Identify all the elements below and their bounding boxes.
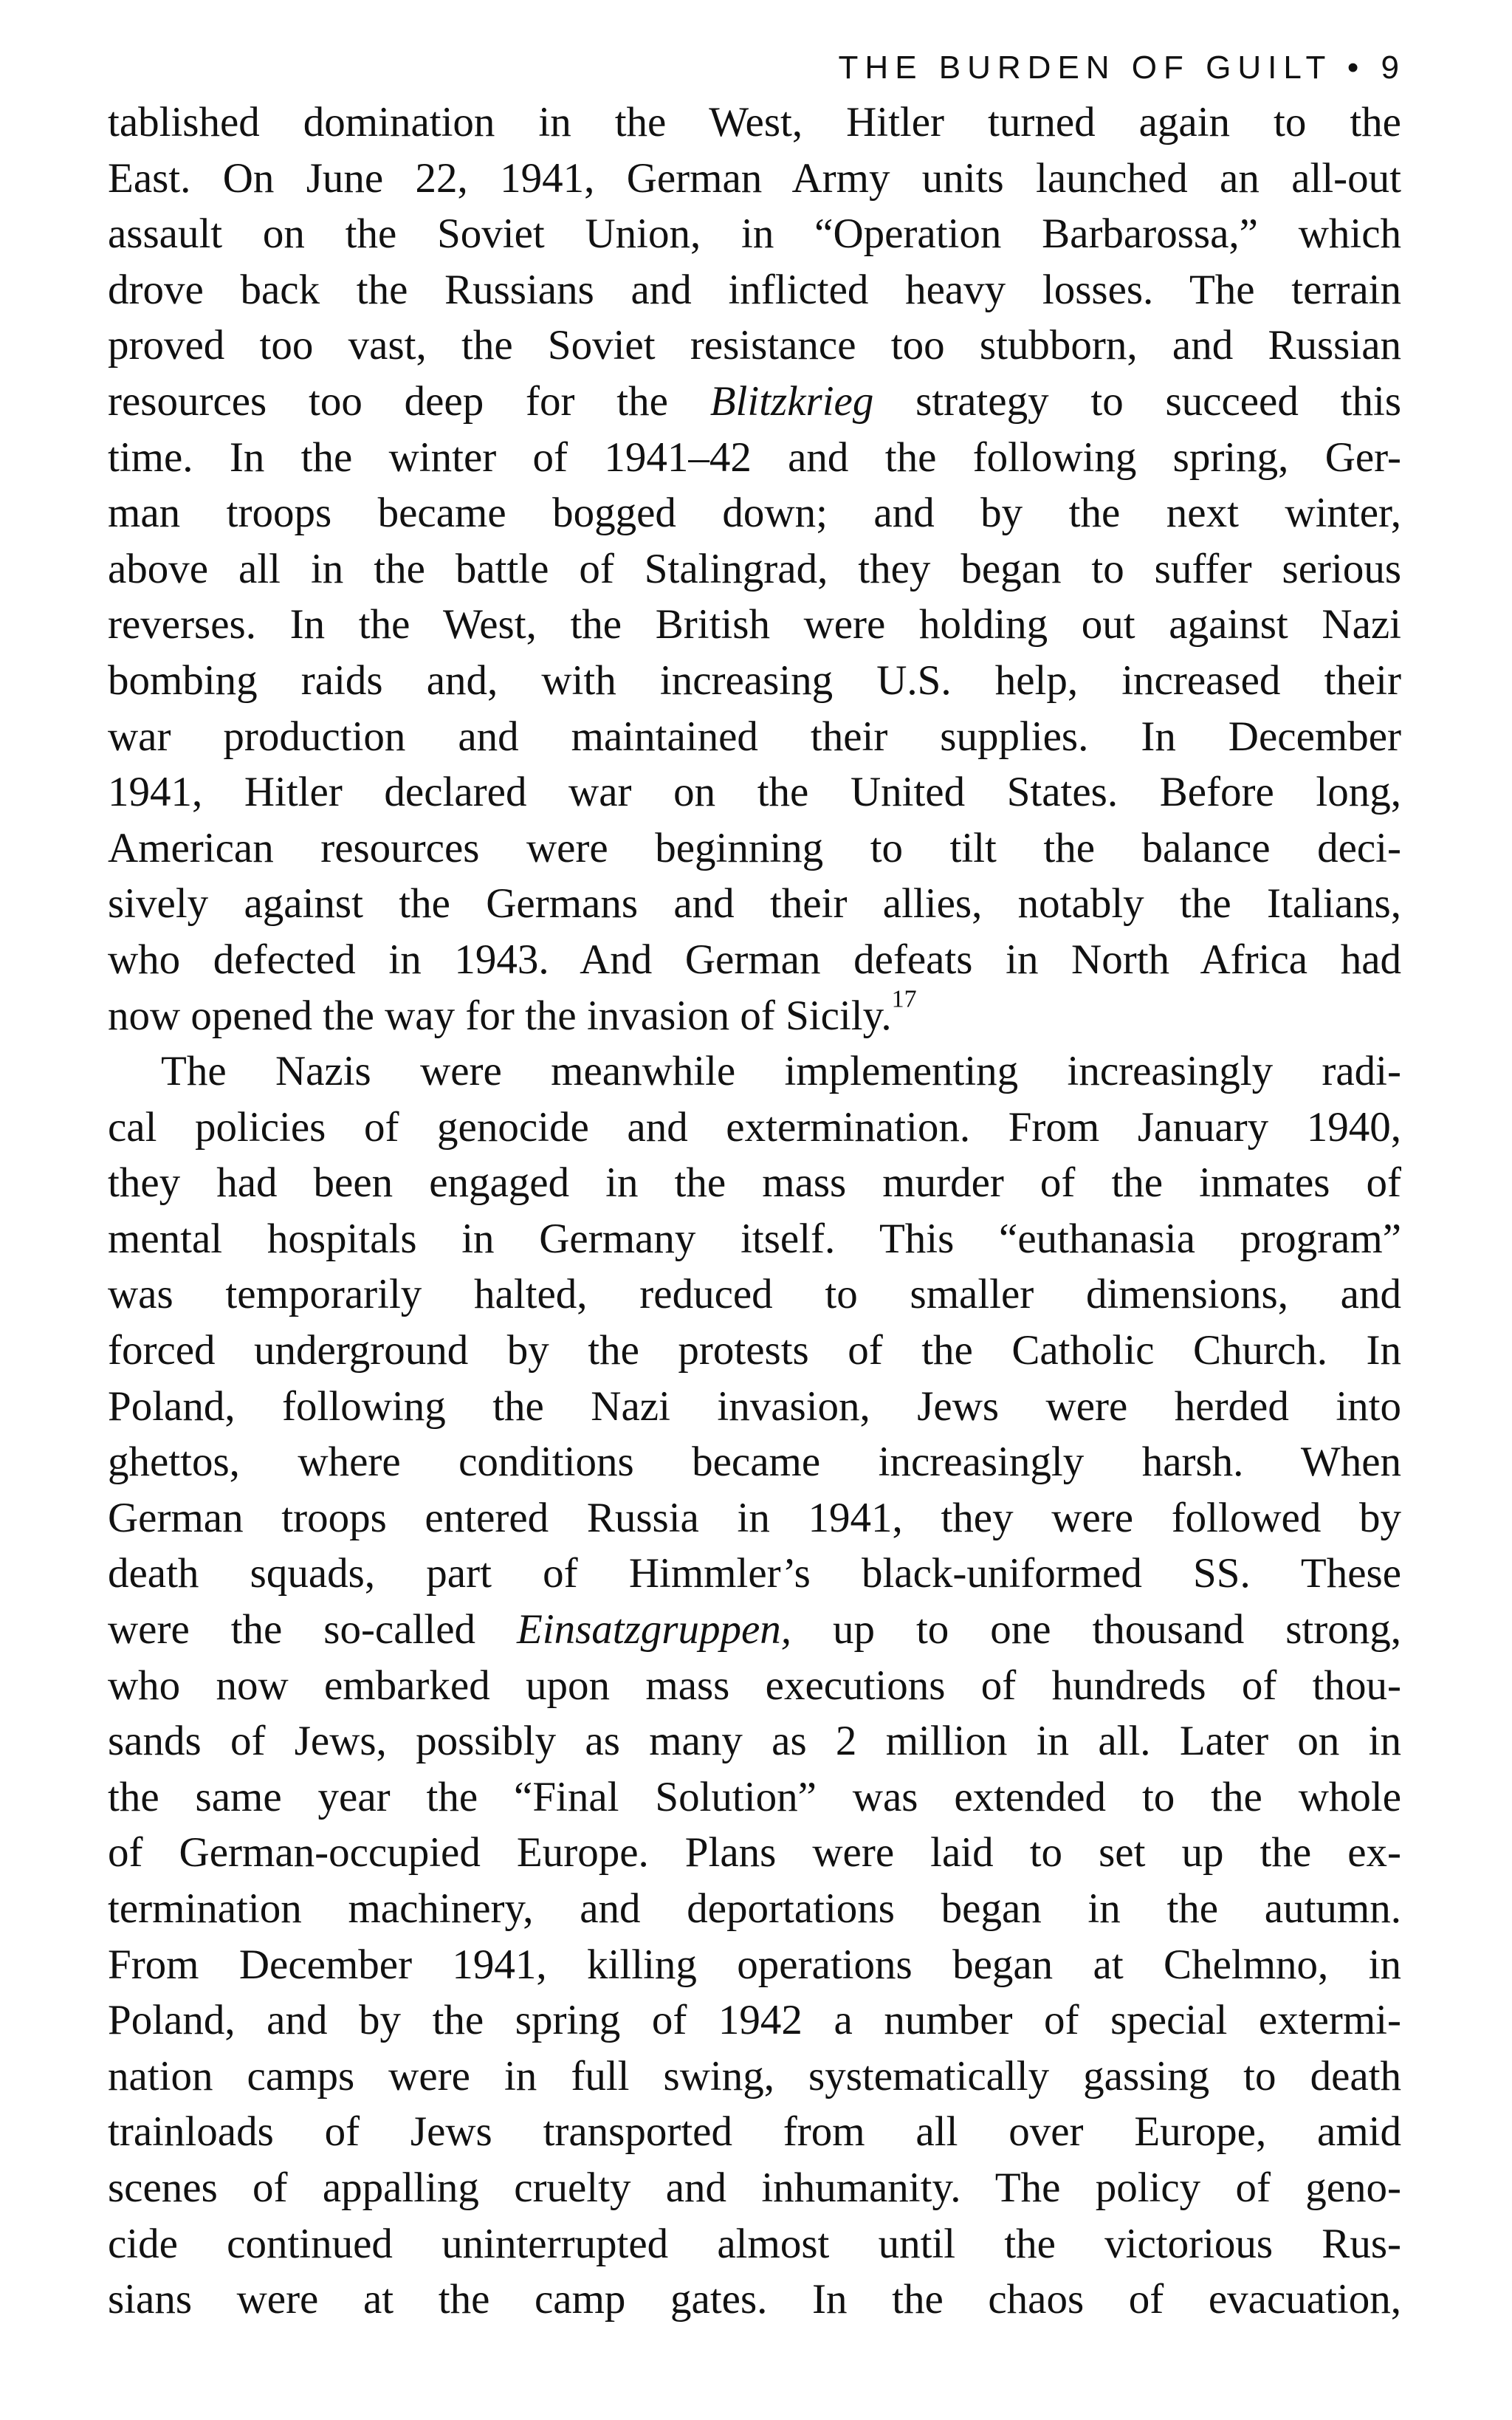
italic-term: Blitzkrieg	[709, 377, 874, 425]
text-line: sands of Jews, possibly as many as 2 million in all. Later on in	[108, 1718, 1401, 1765]
text-line: drove back the Russians and inflicted heavy losses. The terrain	[108, 266, 1401, 313]
separator-dot: •	[1347, 49, 1366, 86]
text-line: German troops entered Russia in 1941, they were followed by	[108, 1494, 1401, 1541]
line-text: strategy to succeed this	[873, 377, 1401, 425]
line-text: resources too deep for the	[108, 377, 710, 425]
text-line: The Nazis were meanwhile implementing increasingly radi-	[161, 1048, 1401, 1095]
line-text: were the so-called	[108, 1606, 517, 1653]
text-line: who defected in 1943. And German defeats in North Africa had	[108, 936, 1401, 983]
text-line: war production and maintained their supplies. In December	[108, 713, 1401, 760]
text-line: American resources were beginning to tilt the balance deci-	[108, 824, 1401, 871]
text-line: time. In the winter of 1941–42 and the following spring, Ger-	[108, 433, 1401, 481]
running-head	[108, 41, 1406, 95]
text-line: sians were at the camp gates. In the chaos of evacuation,	[108, 2276, 1401, 2323]
text-line	[108, 984, 1401, 1044]
text-line: termination machinery, and deportations began in the autumn.	[108, 1885, 1401, 1932]
paragraph-2	[108, 1043, 1401, 2328]
text-line: trainloads of Jews transported from all over Europe, amid	[108, 2108, 1401, 2156]
text-line: sively against the Germans and their allies, notably the Italians,	[108, 880, 1401, 928]
text-line: forced underground by the protests of the Catholic Church. In	[108, 1327, 1401, 1374]
text-line	[108, 1602, 1401, 1658]
text-line: Poland, following the Nazi invasion, Jews were herded into	[108, 1382, 1401, 1430]
text-line: was temporarily halted, reduced to smaller dimensions, and	[108, 1271, 1401, 1318]
text-line: Poland, and by the spring of 1942 a number of special extermi-	[108, 1997, 1401, 2044]
text-line: of German-occupied Europe. Plans were laid to set up the ex-	[108, 1829, 1401, 1876]
running-title: THE BURDEN OF GUILT	[838, 49, 1332, 86]
text-line: 1941, Hitler declared war on the United States. Before long,	[108, 769, 1401, 816]
text-line: proved too vast, the Soviet resistance too stubborn, and Russian	[108, 322, 1401, 369]
text-line: they had been engaged in the mass murder of the inmates of	[108, 1159, 1401, 1207]
italic-term: Einsatzgruppen,	[516, 1606, 792, 1653]
text-line: the same year the “Final Solution” was extended to the whole	[108, 1773, 1401, 1820]
text-line: mental hospitals in Germany itself. This “euthanasia program”	[108, 1215, 1401, 1262]
footnote-marker: 17	[891, 984, 917, 1012]
text-line: cide continued uninterrupted almost until the victorious Rus-	[108, 2220, 1401, 2267]
text-line: reverses. In the West, the British were holding out against Nazi	[108, 601, 1401, 648]
text-line: East. On June 22, 1941, German Army units launched an all-out	[108, 154, 1401, 202]
text-line: bombing raids and, with increasing U.S. help, increased their	[108, 657, 1401, 704]
text-line: nation camps were in full swing, systematically gassing to death	[108, 2052, 1401, 2099]
text-line: tablished domination in the West, Hitler turned again to the	[108, 99, 1401, 145]
text-line: man troops became bogged down; and by the next winter,	[108, 490, 1401, 537]
text-line: cal policies of genocide and extermination. From January 1940,	[108, 1103, 1401, 1151]
line-text: up to one thousand strong,	[791, 1606, 1401, 1653]
text-line: who now embarked upon mass executions of hundreds of thou-	[108, 1662, 1401, 1709]
line-text: now opened the way for the invasion of Sicily.	[108, 992, 892, 1039]
text-line: above all in the battle of Stalingrad, they began to suffer serious	[108, 545, 1401, 592]
paragraph-1	[108, 95, 1401, 1043]
text-line	[108, 374, 1401, 430]
text-line: death squads, part of Himmler’s black-uniformed SS. These	[108, 1550, 1401, 1597]
text-line: scenes of appalling cruelty and inhumanity. The policy of geno-	[108, 2164, 1401, 2211]
text-line: From December 1941, killing operations began at Chelmno, in	[108, 1941, 1401, 1988]
text-line: ghettos, where conditions became increasingly harsh. When	[108, 1439, 1401, 1486]
page-number: 9	[1381, 49, 1406, 86]
book-page	[108, 41, 1406, 2328]
text-line: assault on the Soviet Union, in “Operation Barbarossa,” which	[108, 210, 1401, 258]
